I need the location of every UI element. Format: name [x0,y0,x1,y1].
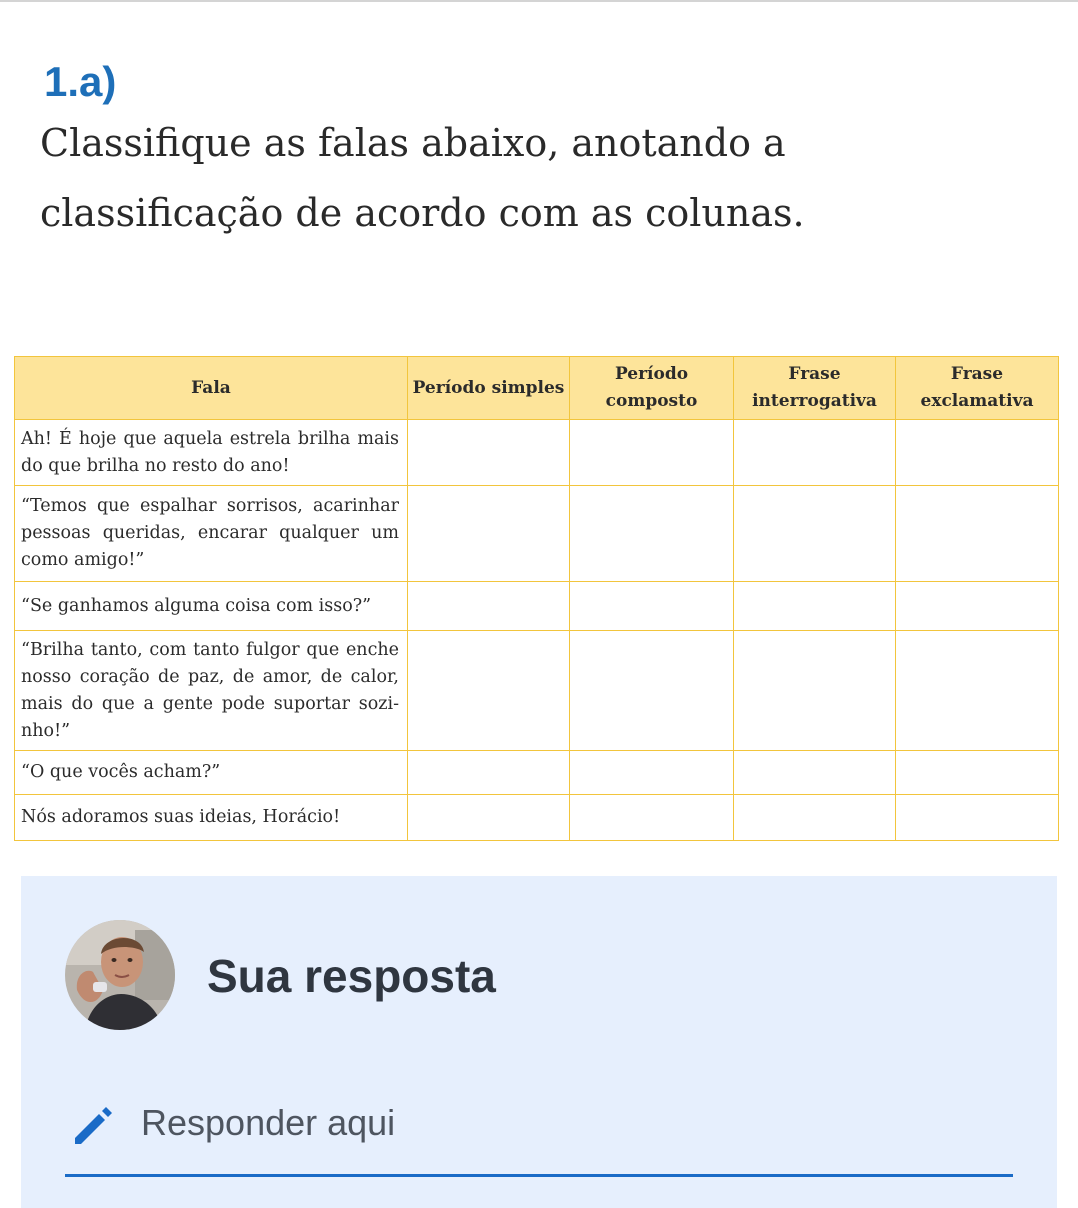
answer-input-underline [65,1174,1013,1177]
answer-cell [570,631,734,751]
header-fala: Fala [15,357,408,420]
header-frase-interrogativa: Frase interrogativa [734,357,896,420]
answer-cell [896,486,1059,582]
fala-cell: “Se ganhamos alguma coisa com isso?” [15,582,408,631]
question-text: Classifique as falas abaixo, anotando a classificação de acordo com as colunas. [40,121,805,235]
answer-cell [734,751,896,795]
answer-cell [408,631,570,751]
answer-cell [570,582,734,631]
fala-cell: Ah! É hoje que aquela estrela brilha mais do que brilha no resto do ano! [15,420,408,486]
answer-cell [408,795,570,841]
answer-cell [896,795,1059,841]
answer-cell [408,582,570,631]
fala-cell: “O que vocês acham?” [15,751,408,795]
answer-cell [408,751,570,795]
answer-cell [408,420,570,486]
user-avatar[interactable] [65,920,175,1030]
header-frase-exclamativa: Frase exclamativa [896,357,1059,420]
answer-cell [734,420,896,486]
table-row [15,582,1059,631]
answer-cell [734,582,896,631]
answer-cell [734,795,896,841]
answer-cell [896,631,1059,751]
answer-cell [896,582,1059,631]
answer-cell [734,486,896,582]
answer-cell [570,486,734,582]
avatar-photo [65,920,175,1030]
answer-input[interactable] [141,1102,1001,1144]
table-row [15,486,1059,582]
table-row [15,420,1059,486]
fala-cell: “Temos que espalhar sorrisos, acarinhar pessoas queridas, encarar qualquer um como amigo!” [15,486,408,582]
header-periodo-simples: Período simples [408,357,570,420]
table-row [15,795,1059,841]
answer-cell [734,631,896,751]
fala-cell: Nós adoramos suas ideias, Horácio! [15,795,408,841]
answer-cell [896,751,1059,795]
answer-cell [570,795,734,841]
answer-cell [408,486,570,582]
pencil-icon [71,1100,119,1148]
answer-title: Sua resposta [207,950,496,1002]
question-number: 1.a) [44,58,117,105]
top-divider [0,0,1078,2]
answer-cell [570,420,734,486]
table-row [15,751,1059,795]
classification-table [14,356,1059,841]
header-periodo-composto: Período composto [570,357,734,420]
answer-panel [21,876,1057,1208]
table-row [15,631,1059,751]
answer-cell [896,420,1059,486]
table-header-row [15,357,1059,420]
fala-cell: “Brilha tanto, com tanto fulgor que enche nosso coração de paz, de amor, de calor, mais do que a gente pode suportar sozi-nho!” [15,631,408,751]
answer-cell [570,751,734,795]
